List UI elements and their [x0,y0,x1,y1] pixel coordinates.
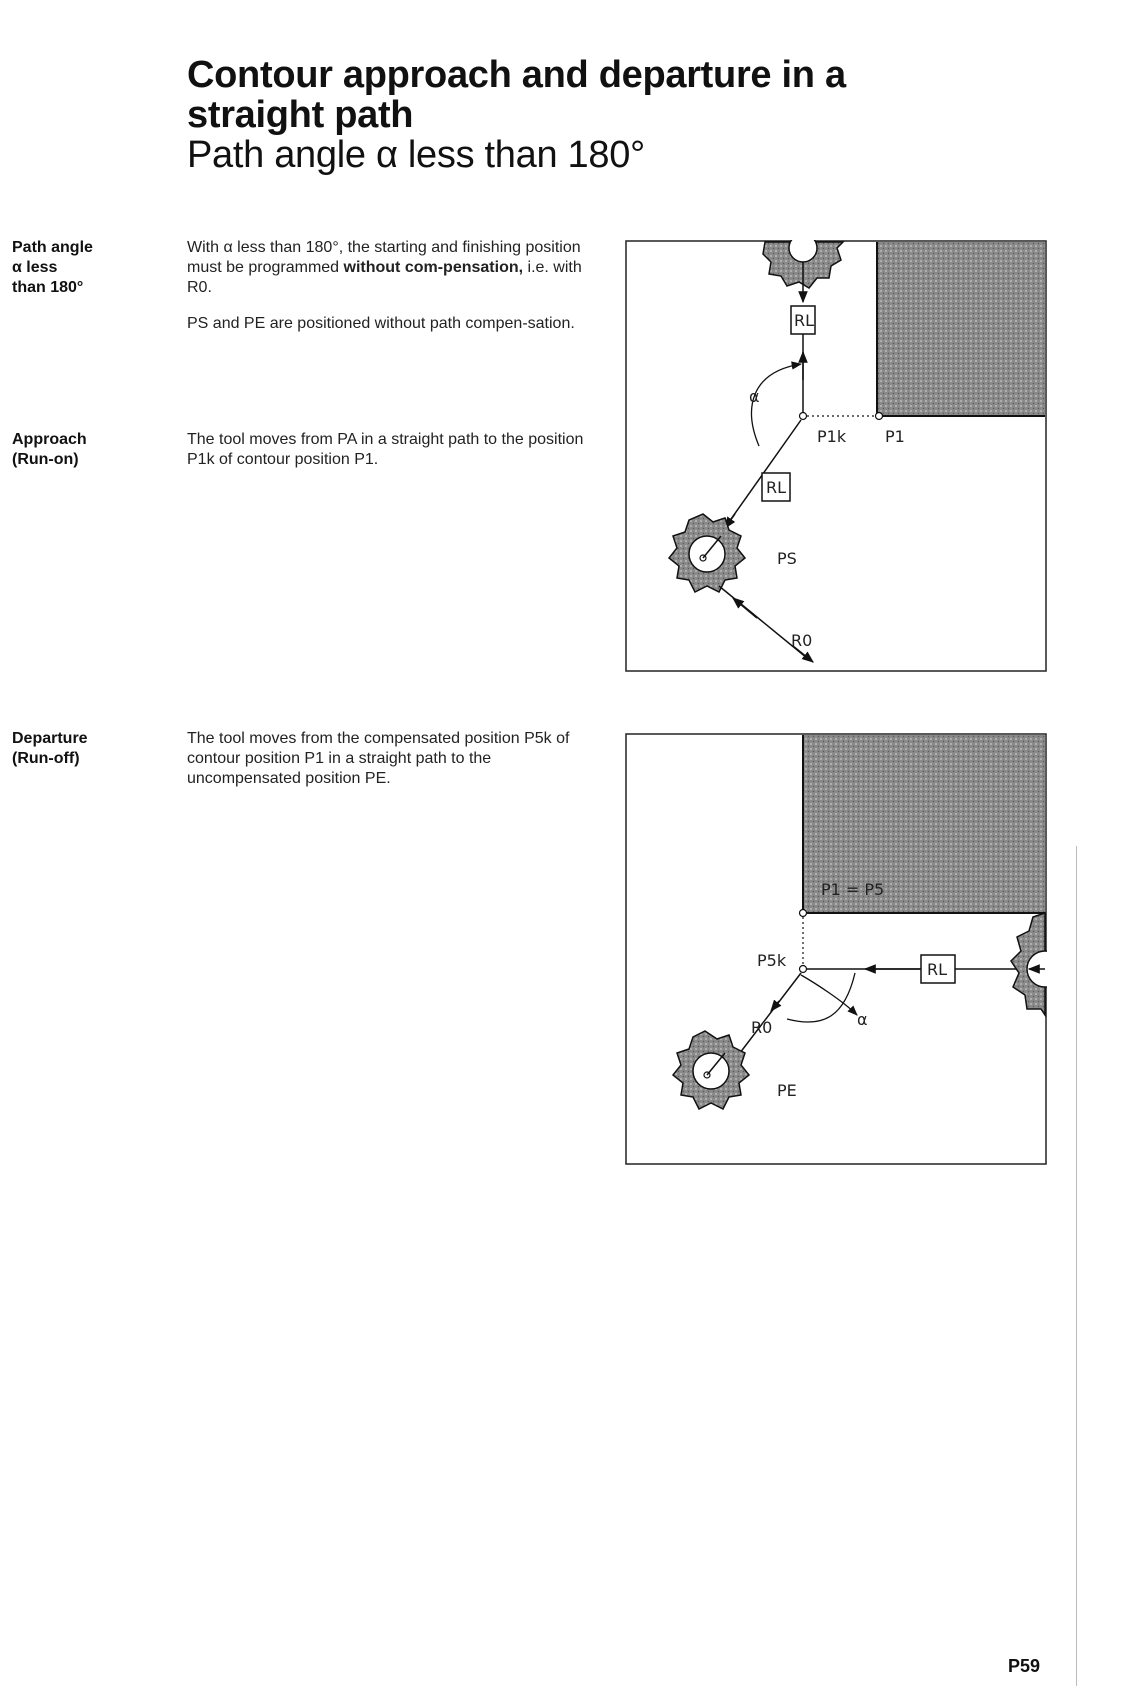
page-number: P59 [1008,1656,1041,1676]
point-p5k [800,966,807,973]
svg-text:RL: RL [927,960,948,979]
svg-text:P1k: P1k [817,427,847,446]
point-p1k [800,413,807,420]
svg-text:P5k: P5k [757,951,787,970]
approach-diagram [625,240,1047,672]
svg-text:R0: R0 [791,631,813,650]
heading-path-angle: Path angle α less than 180° [12,239,93,296]
svg-text:PE: PE [777,1081,797,1100]
path-angle-paragraph-1: With α less than 180°, the starting and finishing position must be programmed without com-pensation, i.e. with R0. [187,239,582,296]
departure-text: The tool moves from the compensated position P5k of contour position P1 in a straight path to the uncompensated position PE. [187,730,570,787]
svg-text:P1 = P5: P1 = P5 [821,880,885,899]
departure-diagram [625,733,1047,1165]
point-p1-p5 [800,910,807,917]
point-p1 [876,413,883,420]
title-subtitle: Path angle α less than 180° [187,134,645,176]
svg-text:P1: P1 [885,427,905,446]
approach-text: The tool moves from PA in a straight path to the position P1k of contour position P1. [187,431,584,468]
svg-text:α: α [749,387,760,406]
svg-text:α: α [857,1010,868,1029]
heading-approach: Approach (Run-on) [12,431,87,468]
svg-text:PS: PS [777,549,797,568]
title-line-1: Contour approach and departure in a [187,54,846,96]
path-angle-paragraph-2: PS and PE are positioned without path compen-sation. [187,315,575,332]
title-line-2: straight path [187,94,414,136]
heading-departure: Departure (Run-off) [12,730,88,767]
svg-text:RL: RL [766,478,787,497]
path-angle-text [187,238,607,350]
workpiece-block [877,242,1045,416]
margin-rule [1076,846,1077,1686]
svg-text:R0: R0 [751,1018,773,1037]
svg-text:RL: RL [794,311,815,330]
page-title [187,55,846,175]
